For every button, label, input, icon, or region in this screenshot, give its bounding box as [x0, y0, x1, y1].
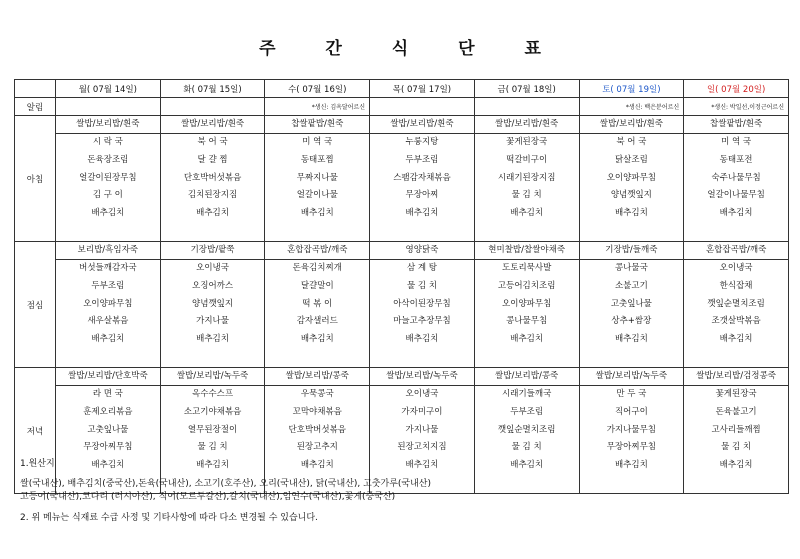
- side-dish: 고등어김치조림: [497, 280, 556, 291]
- side-dish: 오이냉국: [196, 263, 229, 273]
- side-dish: 깻잎순멸치조림: [707, 298, 765, 309]
- staple-dish: 현미찰밥/찹쌀야채죽: [475, 242, 579, 260]
- side-dish: 배추김치: [91, 460, 125, 471]
- staple-dish: 쌀밥/보리밥/녹두죽: [161, 368, 265, 386]
- menu-cell-breakfast: [684, 116, 789, 242]
- staple-dish: 혼합잡곡밥/깨죽: [265, 242, 369, 260]
- meal-label-lunch: 점심: [15, 242, 56, 368]
- side-dish: 두부조림: [405, 154, 439, 165]
- side-dish: 떡갈비구이: [506, 154, 548, 165]
- side-dish: 된장고치지짐: [397, 442, 447, 453]
- side-dish: 얼갈이된장무침: [79, 172, 137, 183]
- notice-label: 알림: [15, 98, 56, 116]
- day-header: [370, 80, 475, 98]
- menu-cell-lunch: [160, 242, 265, 368]
- staple-dish: 혼합잡곡밥/깨죽: [684, 242, 788, 260]
- side-dish: 무장아찌무침: [606, 442, 656, 453]
- menu-cell-lunch: [370, 242, 475, 368]
- side-dish: 우묵콩국: [300, 389, 334, 399]
- side-dish: 돈육불고기: [715, 406, 757, 417]
- staple-dish: 영양닭죽: [370, 242, 474, 260]
- side-dish: 배추김치: [614, 208, 648, 219]
- day-header-label: 금( 07월 18일): [497, 84, 556, 95]
- meal-label-breakfast: 아침: [15, 116, 56, 242]
- side-dish: 미 역 국: [302, 137, 333, 147]
- corner-cell: [15, 80, 56, 98]
- side-dish: 배추김치: [300, 208, 334, 219]
- side-dish: 도토리묵사발: [502, 263, 552, 273]
- day-header-label: 일( 07월 20일): [706, 84, 766, 95]
- side-dish: 훈제오리볶음: [83, 406, 133, 417]
- side-dish: 물 김 치: [721, 442, 752, 453]
- staple-dish: 쌀밥/보리밥/흰죽: [370, 116, 474, 134]
- staple-dish: 찹쌀팥밥/흰죽: [265, 116, 369, 134]
- side-dish: 배추김치: [719, 208, 753, 219]
- staple-dish: 찹쌀팥밥/흰죽: [684, 116, 788, 134]
- side-dish: 동태포전: [719, 154, 753, 165]
- menu-cell-lunch: [579, 242, 684, 368]
- menu-cell-lunch: [474, 242, 579, 368]
- day-header-label: 토( 07월 19일): [602, 84, 661, 95]
- side-dish: 시 락 국: [92, 137, 123, 147]
- change-notice: 2. 위 메뉴는 식재료 수급 사정 및 기타사항에 따라 다소 변경될 수 있습니다.: [20, 513, 318, 523]
- side-dish: 배추김치: [300, 334, 334, 345]
- side-dish: 두부조림: [510, 406, 544, 417]
- side-dish: 가자미구이: [401, 406, 443, 417]
- side-dish: 북 어 국: [616, 137, 647, 147]
- birthday-note: [160, 98, 265, 116]
- menu-cell-breakfast: [370, 116, 475, 242]
- side-dish: 꽃게된장국: [506, 137, 548, 147]
- side-dish: 배추김치: [91, 208, 125, 219]
- day-header: [265, 80, 370, 98]
- birthday-note: [370, 98, 475, 116]
- side-dish: 스팸감자채볶음: [393, 172, 451, 183]
- side-dish: 양념깻잎지: [610, 190, 652, 201]
- staple-dish: 쌀밥/보리밥/흰죽: [56, 116, 160, 134]
- side-dish: 오이냉국: [719, 263, 753, 273]
- side-dish: 감자샐러드: [296, 316, 338, 327]
- menu-cell-breakfast: [56, 116, 161, 242]
- side-dish: 소고기야채볶음: [183, 406, 242, 417]
- side-dish: 양념깻잎지: [192, 298, 234, 309]
- side-dish: 마늘고추장무침: [393, 316, 451, 327]
- origin-line-1: 쌀(국내산), 배추김치(중국산),돈육(국내산), 소고기(호주산), 오리(국내산), 닭(국내산), 고춧가루(국내산): [20, 479, 432, 489]
- side-dish: 배추김치: [719, 334, 753, 345]
- menu-cell-dinner: [684, 368, 789, 494]
- side-dish: 버섯들깨감자국: [79, 263, 137, 273]
- side-dish: 북 어 국: [197, 137, 228, 147]
- side-dish: 꼬막야채볶음: [292, 406, 342, 417]
- staple-dish: 쌀밥/보리밥/흰죽: [580, 116, 684, 134]
- day-header: [684, 80, 789, 98]
- side-dish: 돈육김치찌개: [292, 263, 342, 273]
- side-dish: 열무된장절이: [187, 424, 238, 435]
- staple-dish: 쌀밥/보리밥/녹두죽: [370, 368, 474, 386]
- menu-cell-dinner: [265, 368, 370, 494]
- day-header-label: 월( 07월 14일): [78, 84, 137, 95]
- side-dish: 아삭이된장무침: [393, 298, 451, 309]
- side-dish: 물 김 치: [511, 442, 542, 453]
- side-dish: 김 구 이: [92, 190, 123, 201]
- menu-cell-lunch: [684, 242, 789, 368]
- side-dish: 물 김 치: [406, 280, 437, 291]
- side-dish: 배추김치: [91, 334, 125, 345]
- side-dish: 달 걀 찜: [197, 154, 228, 165]
- staple-dish: 쌀밥/보리밥/콩죽: [265, 368, 369, 386]
- side-dish: 가지나물: [405, 424, 439, 435]
- side-dish: 배추김치: [196, 334, 229, 345]
- side-dish: 배추김치: [510, 208, 544, 219]
- side-dish: 소불고기: [614, 280, 648, 291]
- side-dish: 배추김치: [405, 334, 439, 345]
- side-dish: 꽃게된장국: [715, 389, 757, 399]
- menu-cell-breakfast: [579, 116, 684, 242]
- side-dish: 배추김치: [405, 208, 439, 219]
- staple-dish: 기장밥/팥쭉: [161, 242, 265, 260]
- day-header-label: 화( 07월 15일): [183, 84, 242, 95]
- meal-row-dinner: [15, 368, 789, 494]
- birthday-note: *생신: 백은분어르신: [579, 98, 684, 116]
- side-dish: 단호박버섯볶음: [288, 424, 346, 435]
- birthday-note: *생신: 박일선,이정근어르신: [684, 98, 789, 116]
- birthday-note: [474, 98, 579, 116]
- side-dish: 무짜지나물: [296, 172, 338, 183]
- menu-cell-breakfast: [474, 116, 579, 242]
- side-dish: 된장고추지: [296, 442, 338, 453]
- side-dish: 달걀말이: [300, 280, 334, 291]
- side-dish: 오이양파무침: [502, 298, 552, 309]
- side-dish: 고사리들깨찜: [711, 424, 761, 435]
- day-header: [474, 80, 579, 98]
- side-dish: 만 두 국: [616, 389, 647, 399]
- origin-line-2: 고등어(국내산),코다리 (러시아산), 직어(모르투갈산),갈치(국내산),임연수(국내산),꽃게(중국산): [20, 492, 396, 502]
- side-dish: 김치된장지짐: [187, 190, 238, 201]
- menu-cell-breakfast: [265, 116, 370, 242]
- side-dish: 오이양파무침: [606, 172, 656, 183]
- side-dish: 동태포찜: [300, 154, 334, 165]
- side-dish: 라 면 국: [92, 389, 123, 399]
- side-dish: 가지나물: [196, 316, 229, 327]
- staple-dish: 쌀밥/보리밥/흰죽: [475, 116, 579, 134]
- birthday-note: *생신: 김옥달어르신: [265, 98, 370, 116]
- side-dish: 깻잎순멸치조림: [497, 424, 556, 435]
- origin-title: 1.원산지: [20, 459, 55, 469]
- side-dish: 숙주나물무침: [711, 172, 761, 183]
- side-dish: 배추김치: [196, 460, 229, 471]
- side-dish: 오이양파무침: [83, 298, 133, 309]
- side-dish: 가지나물무침: [606, 424, 656, 435]
- side-dish: 조갯살박볶음: [711, 316, 761, 327]
- meal-row-lunch: [15, 242, 789, 368]
- birthday-note: [56, 98, 161, 116]
- staple-dish: 보리밥/흑임자죽: [56, 242, 160, 260]
- menu-cell-breakfast: [160, 116, 265, 242]
- side-dish: 배추김치: [614, 460, 648, 471]
- header-row: [15, 80, 789, 98]
- menu-cell-lunch: [56, 242, 161, 368]
- side-dish: 배추김치: [510, 460, 544, 471]
- menu-cell-dinner: [56, 368, 161, 494]
- side-dish: 떡 볶 이: [302, 298, 333, 309]
- notice-row: [15, 98, 789, 116]
- menu-table: [14, 79, 789, 494]
- side-dish: 오이냉국: [405, 389, 439, 399]
- side-dish: 콩나물무침: [506, 316, 548, 327]
- side-dish: 시래기들깨국: [502, 389, 552, 399]
- staple-dish: 쌀밥/보리밥/단호박죽: [56, 368, 160, 386]
- side-dish: 누룽지탕: [405, 137, 439, 147]
- side-dish: 닭살조림: [614, 154, 648, 165]
- staple-dish: 쌀밥/보리밥/흰죽: [161, 116, 265, 134]
- side-dish: 새우살볶음: [87, 316, 129, 327]
- menu-cell-dinner: [579, 368, 684, 494]
- side-dish: 상추+쌈장: [611, 316, 652, 327]
- side-dish: 배추김치: [300, 460, 334, 471]
- side-dish: 고춧잎나물: [610, 298, 652, 309]
- staple-dish: 쌀밥/보리밥/콩죽: [475, 368, 579, 386]
- day-header: [579, 80, 684, 98]
- day-header-label: 목( 07월 17일): [392, 84, 452, 95]
- meal-row-breakfast: [15, 116, 789, 242]
- staple-dish: 쌀밥/보리밥/검정콩죽: [684, 368, 788, 386]
- meal-label-dinner: 저녁: [15, 368, 56, 494]
- side-dish: 옥수수스프: [192, 389, 234, 399]
- side-dish: 배추김치: [510, 334, 544, 345]
- day-header: [160, 80, 265, 98]
- side-dish: 미 역 국: [721, 137, 752, 147]
- day-header-label: 수( 07월 16일): [288, 84, 347, 95]
- side-dish: 배추김치: [719, 460, 753, 471]
- side-dish: 삼 계 탕: [406, 263, 437, 273]
- menu-cell-dinner: [160, 368, 265, 494]
- menu-cell-lunch: [265, 242, 370, 368]
- side-dish: 얼갈이나물: [296, 190, 338, 201]
- side-dish: 물 김 치: [197, 442, 228, 453]
- side-dish: 고춧잎나물: [87, 424, 129, 435]
- staple-dish: 기장밥/들깨죽: [580, 242, 684, 260]
- side-dish: 두부조림: [91, 280, 125, 291]
- side-dish: 한식잡채: [719, 280, 753, 291]
- side-dish: 배추김치: [614, 334, 648, 345]
- menu-cell-dinner: [474, 368, 579, 494]
- side-dish: 오징어까스: [192, 280, 234, 291]
- page-title: 주 간 식 단 표: [259, 39, 563, 59]
- side-dish: 콩나물국: [614, 263, 648, 273]
- side-dish: 배추김치: [196, 208, 229, 219]
- side-dish: 무장아찌무침: [83, 442, 133, 453]
- side-dish: 단호박버섯볶음: [183, 172, 242, 183]
- side-dish: 돈육장조림: [87, 154, 129, 165]
- staple-dish: 쌀밥/보리밥/녹두죽: [580, 368, 684, 386]
- side-dish: 얼갈이나물무침: [707, 190, 765, 201]
- side-dish: 무장아찌: [405, 190, 439, 201]
- side-dish: 물 김 치: [511, 190, 542, 201]
- menu-cell-dinner: [370, 368, 475, 494]
- side-dish: 시래기된장지짐: [497, 172, 556, 183]
- side-dish: 직어구이: [614, 406, 648, 417]
- day-header: [56, 80, 161, 98]
- side-dish: 배추김치: [405, 460, 439, 471]
